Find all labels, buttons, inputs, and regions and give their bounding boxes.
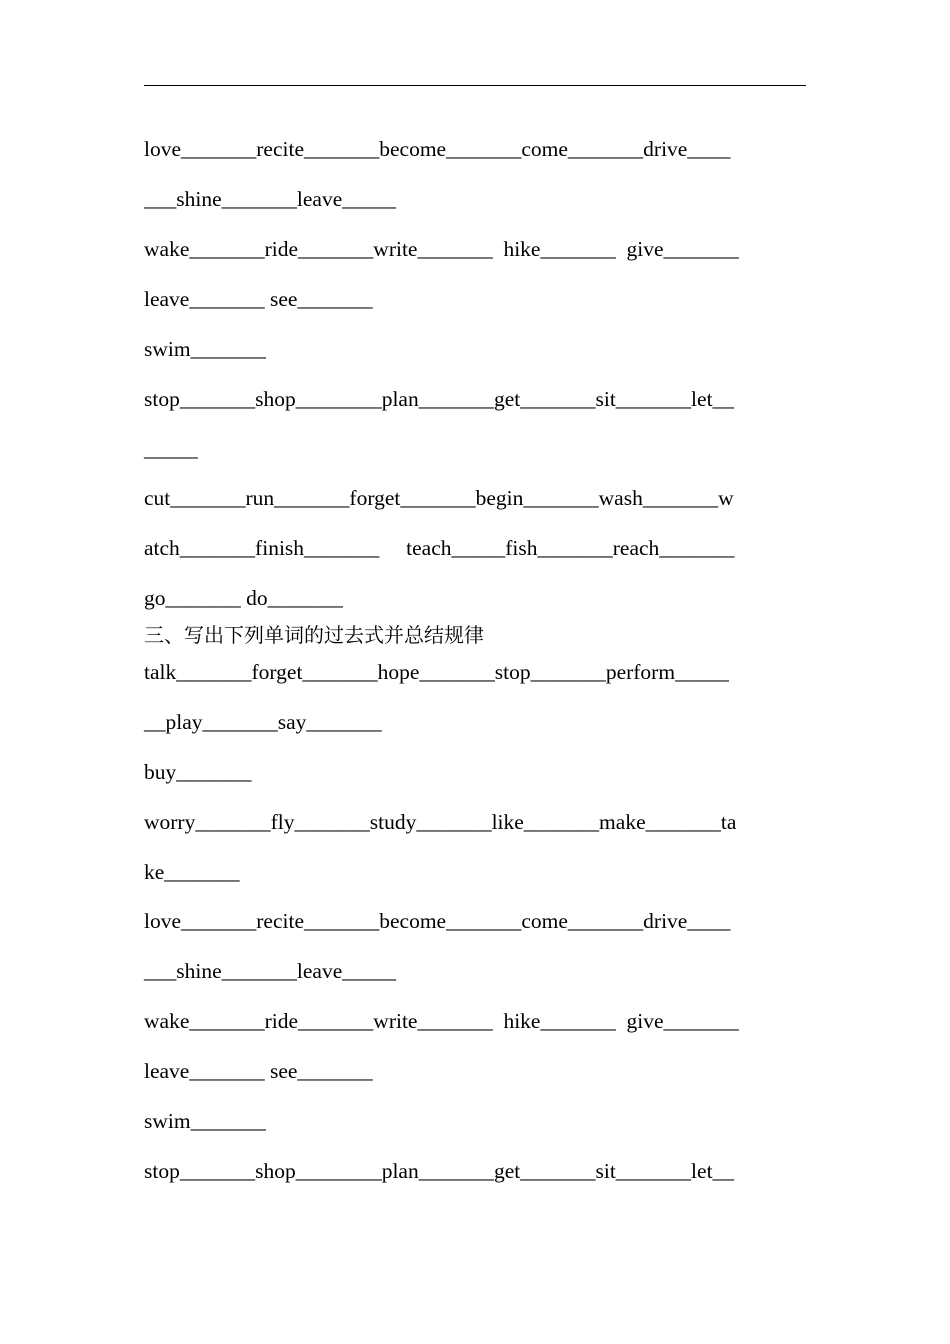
section-three-heading: 三、写出下列单词的过去式并总结规律 — [144, 623, 484, 647]
exercise-line: love_______recite_______become_______come_______drive____ — [144, 137, 731, 161]
exercise-line: ke_______ — [144, 860, 240, 884]
exercise-line: love_______recite_______become_______come_______drive____ — [144, 909, 731, 933]
exercise-line: cut_______run_______forget_______begin_______wash_______w — [144, 486, 734, 510]
top-horizontal-rule — [144, 85, 806, 86]
exercise-line: atch_______finish_______ teach_____fish_______reach_______ — [144, 536, 735, 560]
exercise-line: wake_______ride_______write_______ hike_______ give_______ — [144, 1009, 739, 1033]
exercise-line: swim_______ — [144, 1109, 266, 1133]
exercise-line: leave_______ see_______ — [144, 1059, 373, 1083]
exercise-line: wake_______ride_______write_______ hike_______ give_______ — [144, 237, 739, 261]
exercise-line: go_______ do_______ — [144, 586, 343, 610]
exercise-line: buy_______ — [144, 760, 252, 784]
exercise-line: leave_______ see_______ — [144, 287, 373, 311]
exercise-line: worry_______fly_______study_______like_______make_______ta — [144, 810, 737, 834]
exercise-line: stop_______shop________plan_______get_______sit_______let__ — [144, 1159, 735, 1183]
exercise-line: stop_______shop________plan_______get_______sit_______let__ — [144, 387, 735, 411]
exercise-line: swim_______ — [144, 337, 266, 361]
exercise-line: __play_______say_______ — [144, 710, 382, 734]
exercise-line: talk_______forget_______hope_______stop_______perform_____ — [144, 660, 729, 684]
exercise-line: ___shine_______leave_____ — [144, 959, 396, 983]
exercise-line: ___shine_______leave_____ — [144, 187, 396, 211]
exercise-line: _____ — [144, 437, 198, 461]
